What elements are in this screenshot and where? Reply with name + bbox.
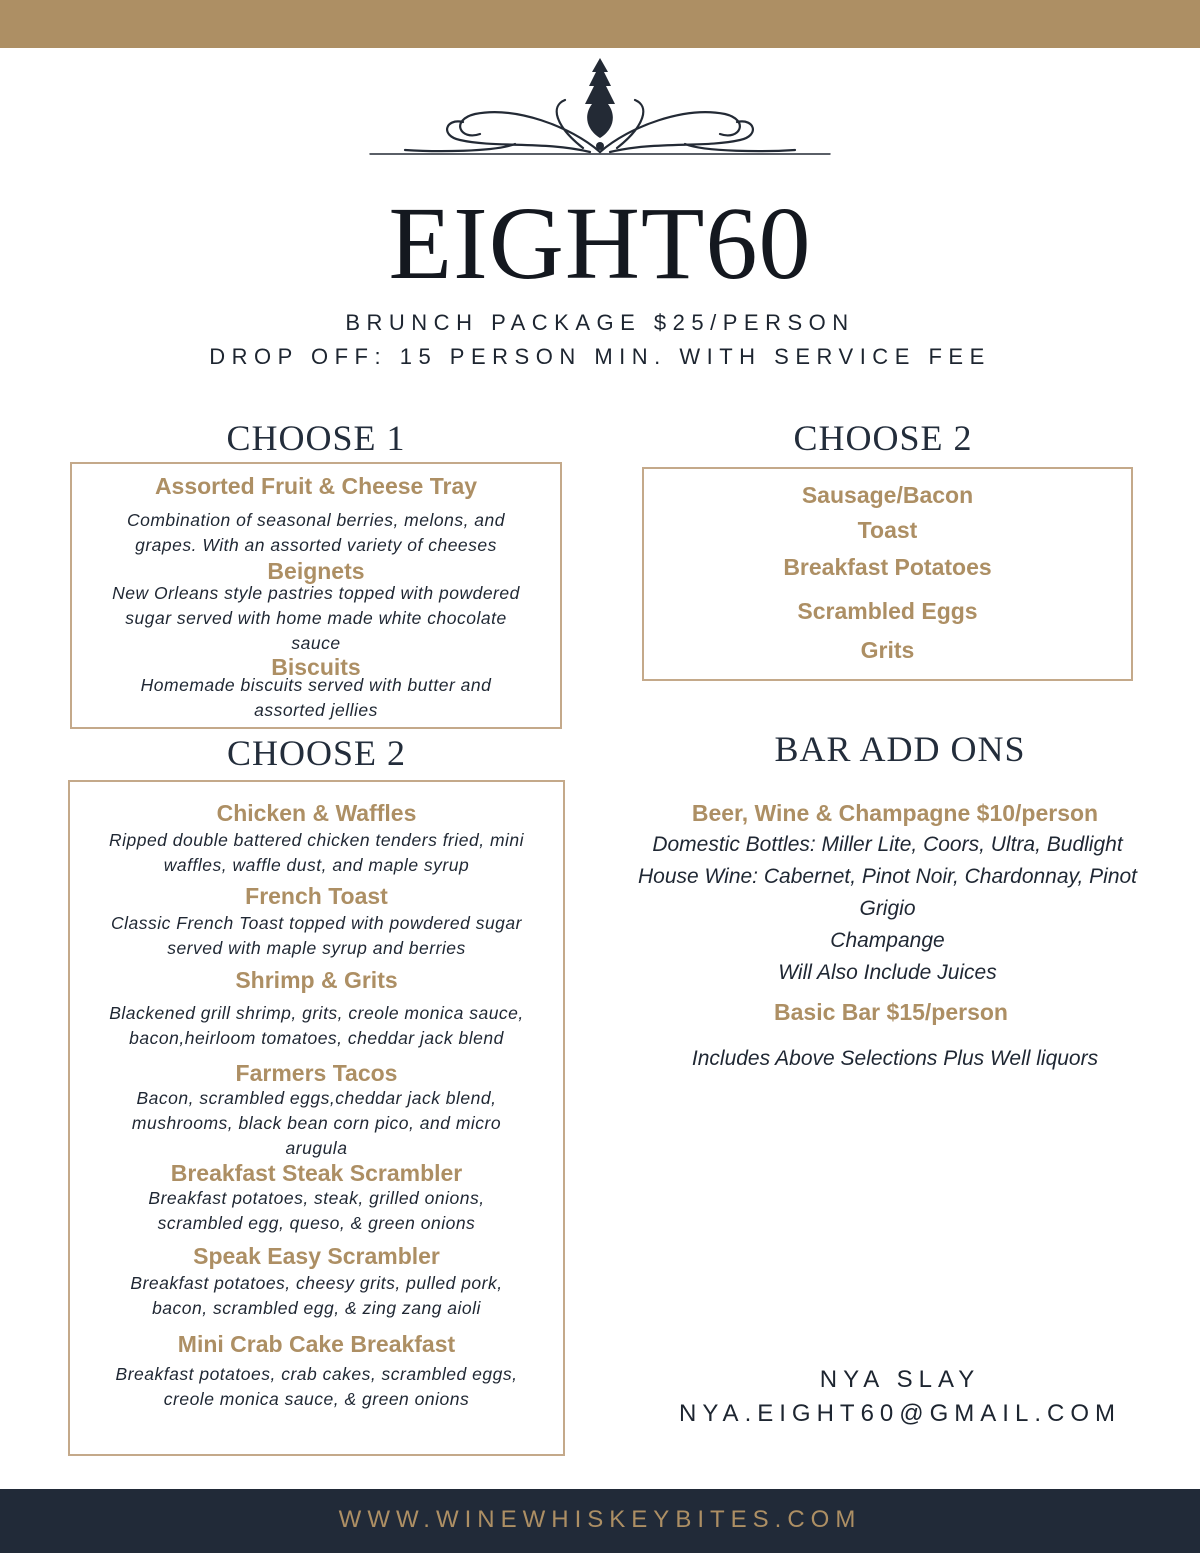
bar-package-detail: Grigio <box>859 897 916 920</box>
side-item: Scrambled Eggs <box>797 598 978 624</box>
menu-item-description: Combination of seasonal berries, melons, and grapes. With an assorted variety of cheeses <box>126 510 506 555</box>
menu-item-description: Homemade biscuits served with butter and assorted jellies <box>140 675 492 720</box>
menu-item-title: French Toast <box>245 883 388 909</box>
side-item: Sausage/Bacon <box>801 482 974 508</box>
menu-item-description: New Orleans style pastries topped with powdered sugar served with home made white chocolate sauce <box>112 583 520 653</box>
basic-bar-package-title: Basic Bar $15/person <box>774 999 1008 1025</box>
menu-item-title: Beignets <box>267 558 365 584</box>
choose2-sides-box <box>642 467 1133 681</box>
menu-item-title: Biscuits <box>271 654 361 680</box>
top-gold-bar <box>0 0 1200 48</box>
menu-item-title: Shrimp & Grits <box>235 967 398 993</box>
brand-logo-text: EIGHT60 <box>388 186 812 301</box>
basic-bar-detail: Includes Above Selections Plus Well liquors <box>691 1047 1099 1070</box>
footer-bar <box>0 1489 1200 1553</box>
contact-name: NYA SLAY <box>819 1366 981 1393</box>
menu-item-description: Classic French Toast topped with powdered sugar served with maple syrup and berries <box>111 913 522 958</box>
menu-item-title: Chicken & Waffles <box>216 800 417 826</box>
menu-item-description: Bacon, scrambled eggs,cheddar jack blend, mushrooms, black bean corn pico, and micro arugula <box>131 1088 502 1158</box>
contact-email[interactable]: NYA.EIGHT60@GMAIL.COM <box>679 1400 1121 1427</box>
menu-item-title: Speak Easy Scrambler <box>193 1243 440 1269</box>
beer-wine-package-title: Beer, Wine & Champagne $10/person <box>691 800 1099 826</box>
side-item: Breakfast Potatoes <box>783 554 992 580</box>
choose1-heading: CHOOSE 1 <box>226 418 406 458</box>
choose2-mains-heading: CHOOSE 2 <box>226 733 407 773</box>
bar-package-detail: Champange <box>830 929 945 952</box>
menu-item-description: Blackened grill shrimp, grits, creole monica sauce, bacon,heirloom tomatoes, cheddar jack blend <box>109 1003 524 1048</box>
menu-item-title: Assorted Fruit & Cheese Tray <box>154 473 478 499</box>
menu-item-description: Breakfast potatoes, cheesy grits, pulled pork, bacon, scrambled egg, & zing zang aioli <box>130 1273 503 1318</box>
bar-package-detail: Domestic Bottles: Miller Lite, Coors, Ultra, Budlight <box>652 833 1123 856</box>
choose1-box <box>70 462 562 729</box>
choose2-mains-box <box>68 780 565 1456</box>
side-item: Toast <box>857 517 918 543</box>
menu-item-description: Breakfast potatoes, steak, grilled onions, scrambled egg, queso, & green onions <box>148 1188 485 1233</box>
drop-off-terms-line: DROP OFF: 15 PERSON MIN. WITH SERVICE FEE <box>209 344 991 369</box>
menu-item-title: Mini Crab Cake Breakfast <box>177 1331 456 1357</box>
bar-package-detail: Will Also Include Juices <box>778 961 997 984</box>
menu-item-title: Breakfast Steak Scrambler <box>170 1160 463 1186</box>
choose2-sides-heading: CHOOSE 2 <box>793 418 973 458</box>
menu-item-title: Farmers Tacos <box>235 1060 398 1086</box>
website-link[interactable]: WWW.WINEWHISKEYBITES.COM <box>338 1506 862 1533</box>
menu-item-description: Ripped double battered chicken tenders fried, mini waffles, waffle dust, and maple syrup <box>108 830 525 875</box>
bar-package-detail: House Wine: Cabernet, Pinot Noir, Chardonnay, Pinot <box>637 865 1138 888</box>
bar-add-ons-heading: BAR ADD ONS <box>774 729 1026 769</box>
flourish-ornament-icon <box>365 56 835 166</box>
menu-item-description: Breakfast potatoes, crab cakes, scrambled eggs, creole monica sauce, & green onions <box>115 1364 518 1409</box>
side-item: Grits <box>860 637 915 663</box>
package-price-line: BRUNCH PACKAGE $25/PERSON <box>345 310 855 335</box>
